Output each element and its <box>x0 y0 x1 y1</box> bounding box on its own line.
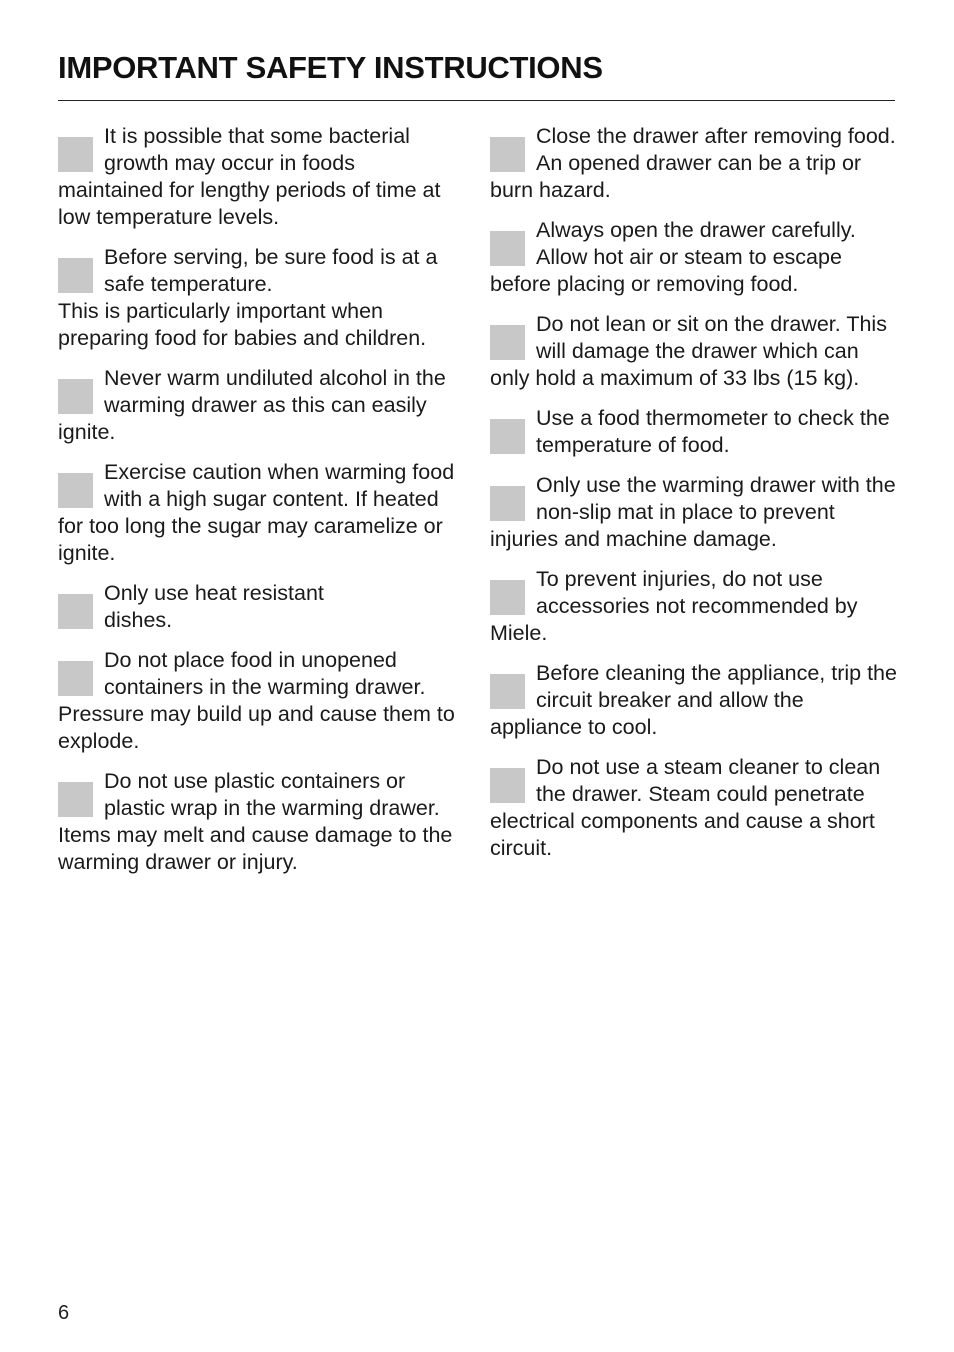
safety-item-text: Never warm undiluted alcohol in the warming drawer as this can easily ignite. <box>58 366 446 444</box>
safety-item <box>58 459 466 567</box>
safety-item <box>490 405 898 459</box>
safety-item <box>490 311 898 392</box>
safety-item <box>490 754 898 862</box>
safety-item-text: Before serving, be sure food is at a safe temperature. <box>104 245 438 296</box>
bullet-square-icon <box>58 782 93 817</box>
bullet-square-icon <box>58 379 93 414</box>
safety-item-text: Do not use a steam cleaner to clean the drawer. Steam could penetrate electrical components and cause a short circuit. <box>490 755 881 860</box>
bullet-square-icon <box>490 325 525 360</box>
safety-item <box>490 566 898 647</box>
safety-item-text: Only use the warming drawer with the non-slip mat in place to prevent injuries and machine damage. <box>490 473 896 551</box>
safety-item-text: To prevent injuries, do not use accessories not recommended by Miele. <box>490 567 858 645</box>
safety-item-text: Only use heat resistant dishes. <box>104 581 324 632</box>
safety-item <box>58 768 466 876</box>
bullet-square-icon <box>58 661 93 696</box>
safety-item-note: This is particularly important when preparing food for babies and children. <box>58 299 427 350</box>
safety-item-text: It is possible that some bacterial growth may occur in foods maintained for lengthy periods of time at low temperature levels. <box>58 124 441 229</box>
safety-item-text: Do not use plastic containers or plastic wrap in the warming drawer. Items may melt and cause damage to the warming drawer or injury. <box>58 769 453 874</box>
bullet-square-icon <box>490 419 525 454</box>
safety-item-text: Use a food thermometer to check the temperature of food. <box>536 406 890 457</box>
left-column <box>58 123 466 889</box>
safety-item <box>490 217 898 298</box>
bullet-square-icon <box>490 674 525 709</box>
safety-item <box>490 123 898 204</box>
page-title: IMPORTANT SAFETY INSTRUCTIONS <box>58 50 603 85</box>
safety-item-text: Do not lean or sit on the drawer. This will damage the drawer which can only hold a maximum of 33 lbs (15 kg). <box>490 312 887 390</box>
bullet-square-icon <box>58 473 93 508</box>
safety-item-text: Exercise caution when warming food with a high sugar content. If heated for too long the sugar may caramelize or ignite. <box>58 460 455 565</box>
page-number: 6 <box>58 1302 70 1324</box>
bullet-square-icon <box>58 594 93 629</box>
safety-item <box>58 244 466 352</box>
safety-item-text: Always open the drawer carefully. Allow hot air or steam to escape before placing or removing food. <box>490 218 856 296</box>
bullet-square-icon <box>490 486 525 521</box>
safety-item <box>490 660 898 741</box>
safety-item <box>58 123 466 231</box>
safety-item-text: Close the drawer after removing food. An opened drawer can be a trip or burn hazard. <box>490 124 896 202</box>
bullet-square-icon <box>58 137 93 172</box>
safety-item <box>58 580 466 634</box>
safety-item <box>58 647 466 755</box>
right-column <box>490 123 898 875</box>
bullet-square-icon <box>490 768 525 803</box>
title-divider <box>58 100 895 101</box>
safety-item-text: Do not place food in unopened containers in the warming drawer. Pressure may build up and cause them to explode. <box>58 648 455 753</box>
bullet-square-icon <box>490 231 525 266</box>
safety-item <box>490 472 898 553</box>
safety-item <box>58 365 466 446</box>
bullet-square-icon <box>490 580 525 615</box>
bullet-square-icon <box>490 137 525 172</box>
bullet-square-icon <box>58 258 93 293</box>
safety-item-text: Before cleaning the appliance, trip the circuit breaker and allow the appliance to cool. <box>490 661 897 739</box>
